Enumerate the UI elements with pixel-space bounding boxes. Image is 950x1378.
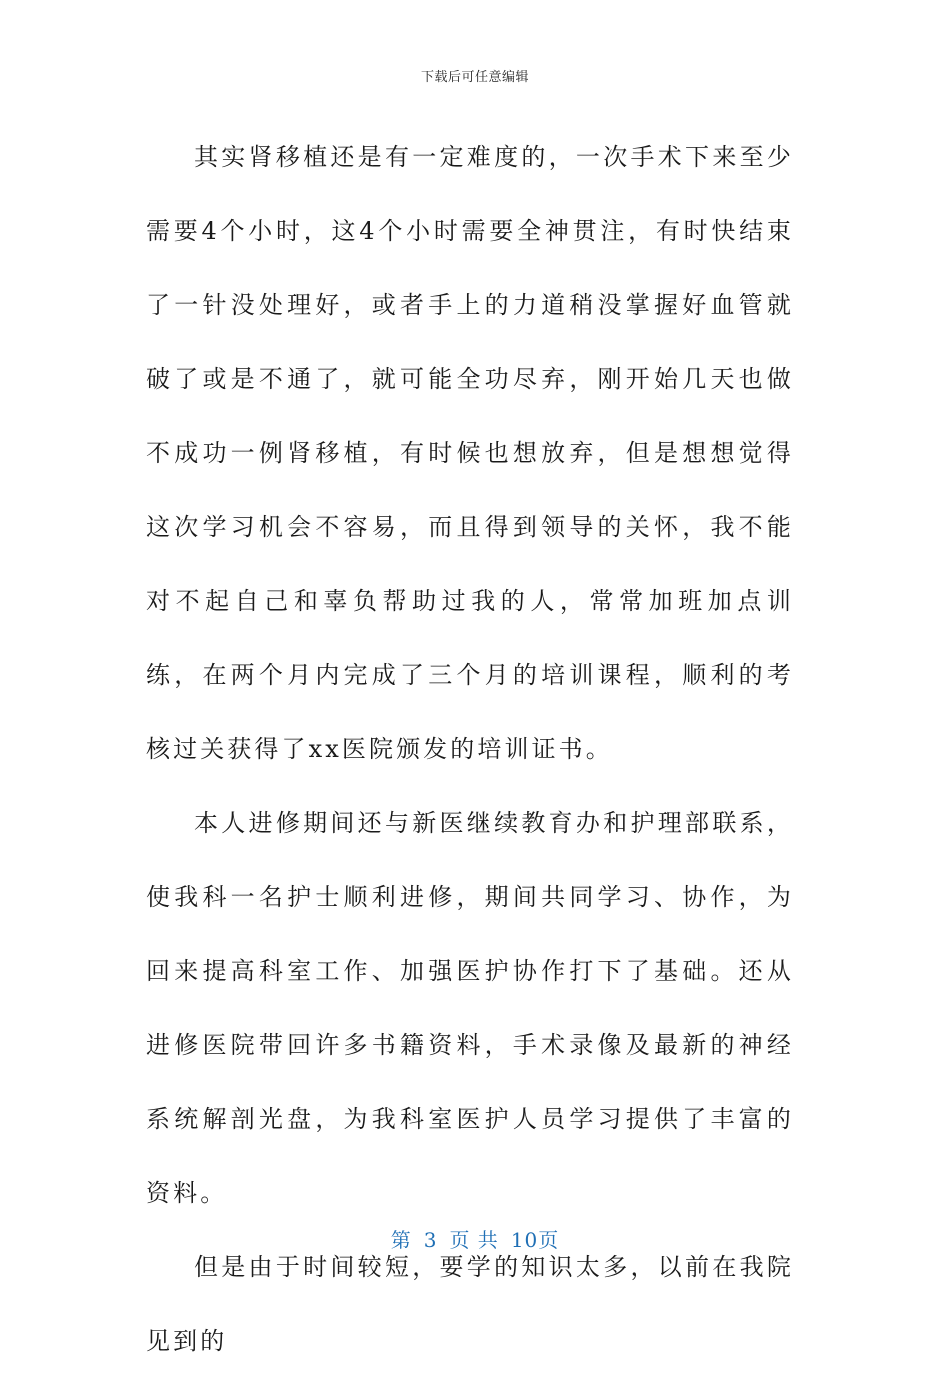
total-pages: 10页: [510, 1228, 560, 1252]
paragraph: 但是由于时间较短，要学的知识太多，以前在我院见到的: [146, 1253, 794, 1355]
document-body: [146, 120, 794, 1378]
paragraph: 其实肾移植还是有一定难度的，一次手术下来至少需要4个小时，这4个小时需要全神贯注，有时快结束了一针没处理好，或者手上的力道稍没掌握好血管就破了或是不通了，就可能全功尽弃，刚开始几天也做不成功一例肾移植，有时候也想放弃，但是想想觉得这次学习机会不容易，而且得到领导的关怀，我不能对不起自己和辜负帮助过我的人，常常加班加点训练，在两个月内完成了三个月的培训课程，顺利的考核过关获得了xx医院颁发的培训证书。: [146, 143, 794, 763]
page-prefix: 第: [390, 1228, 412, 1252]
page-mid-label: 页 共: [449, 1228, 499, 1252]
header-note: 下载后可任意编辑: [420, 70, 529, 85]
paragraph: 本人进修期间还与新医继续教育办和护理部联系，使我科一名护士顺利进修，期间共同学习、协作，为回来提高科室工作、加强医护协作打下了基础。还从进修医院带回许多书籍资料，手术录像及最新的神经系统解剖光盘，为我科室医护人员学习提供了丰富的资料。: [146, 809, 794, 1207]
page-footer: [0, 1224, 950, 1253]
current-page-number: 3: [423, 1228, 438, 1252]
